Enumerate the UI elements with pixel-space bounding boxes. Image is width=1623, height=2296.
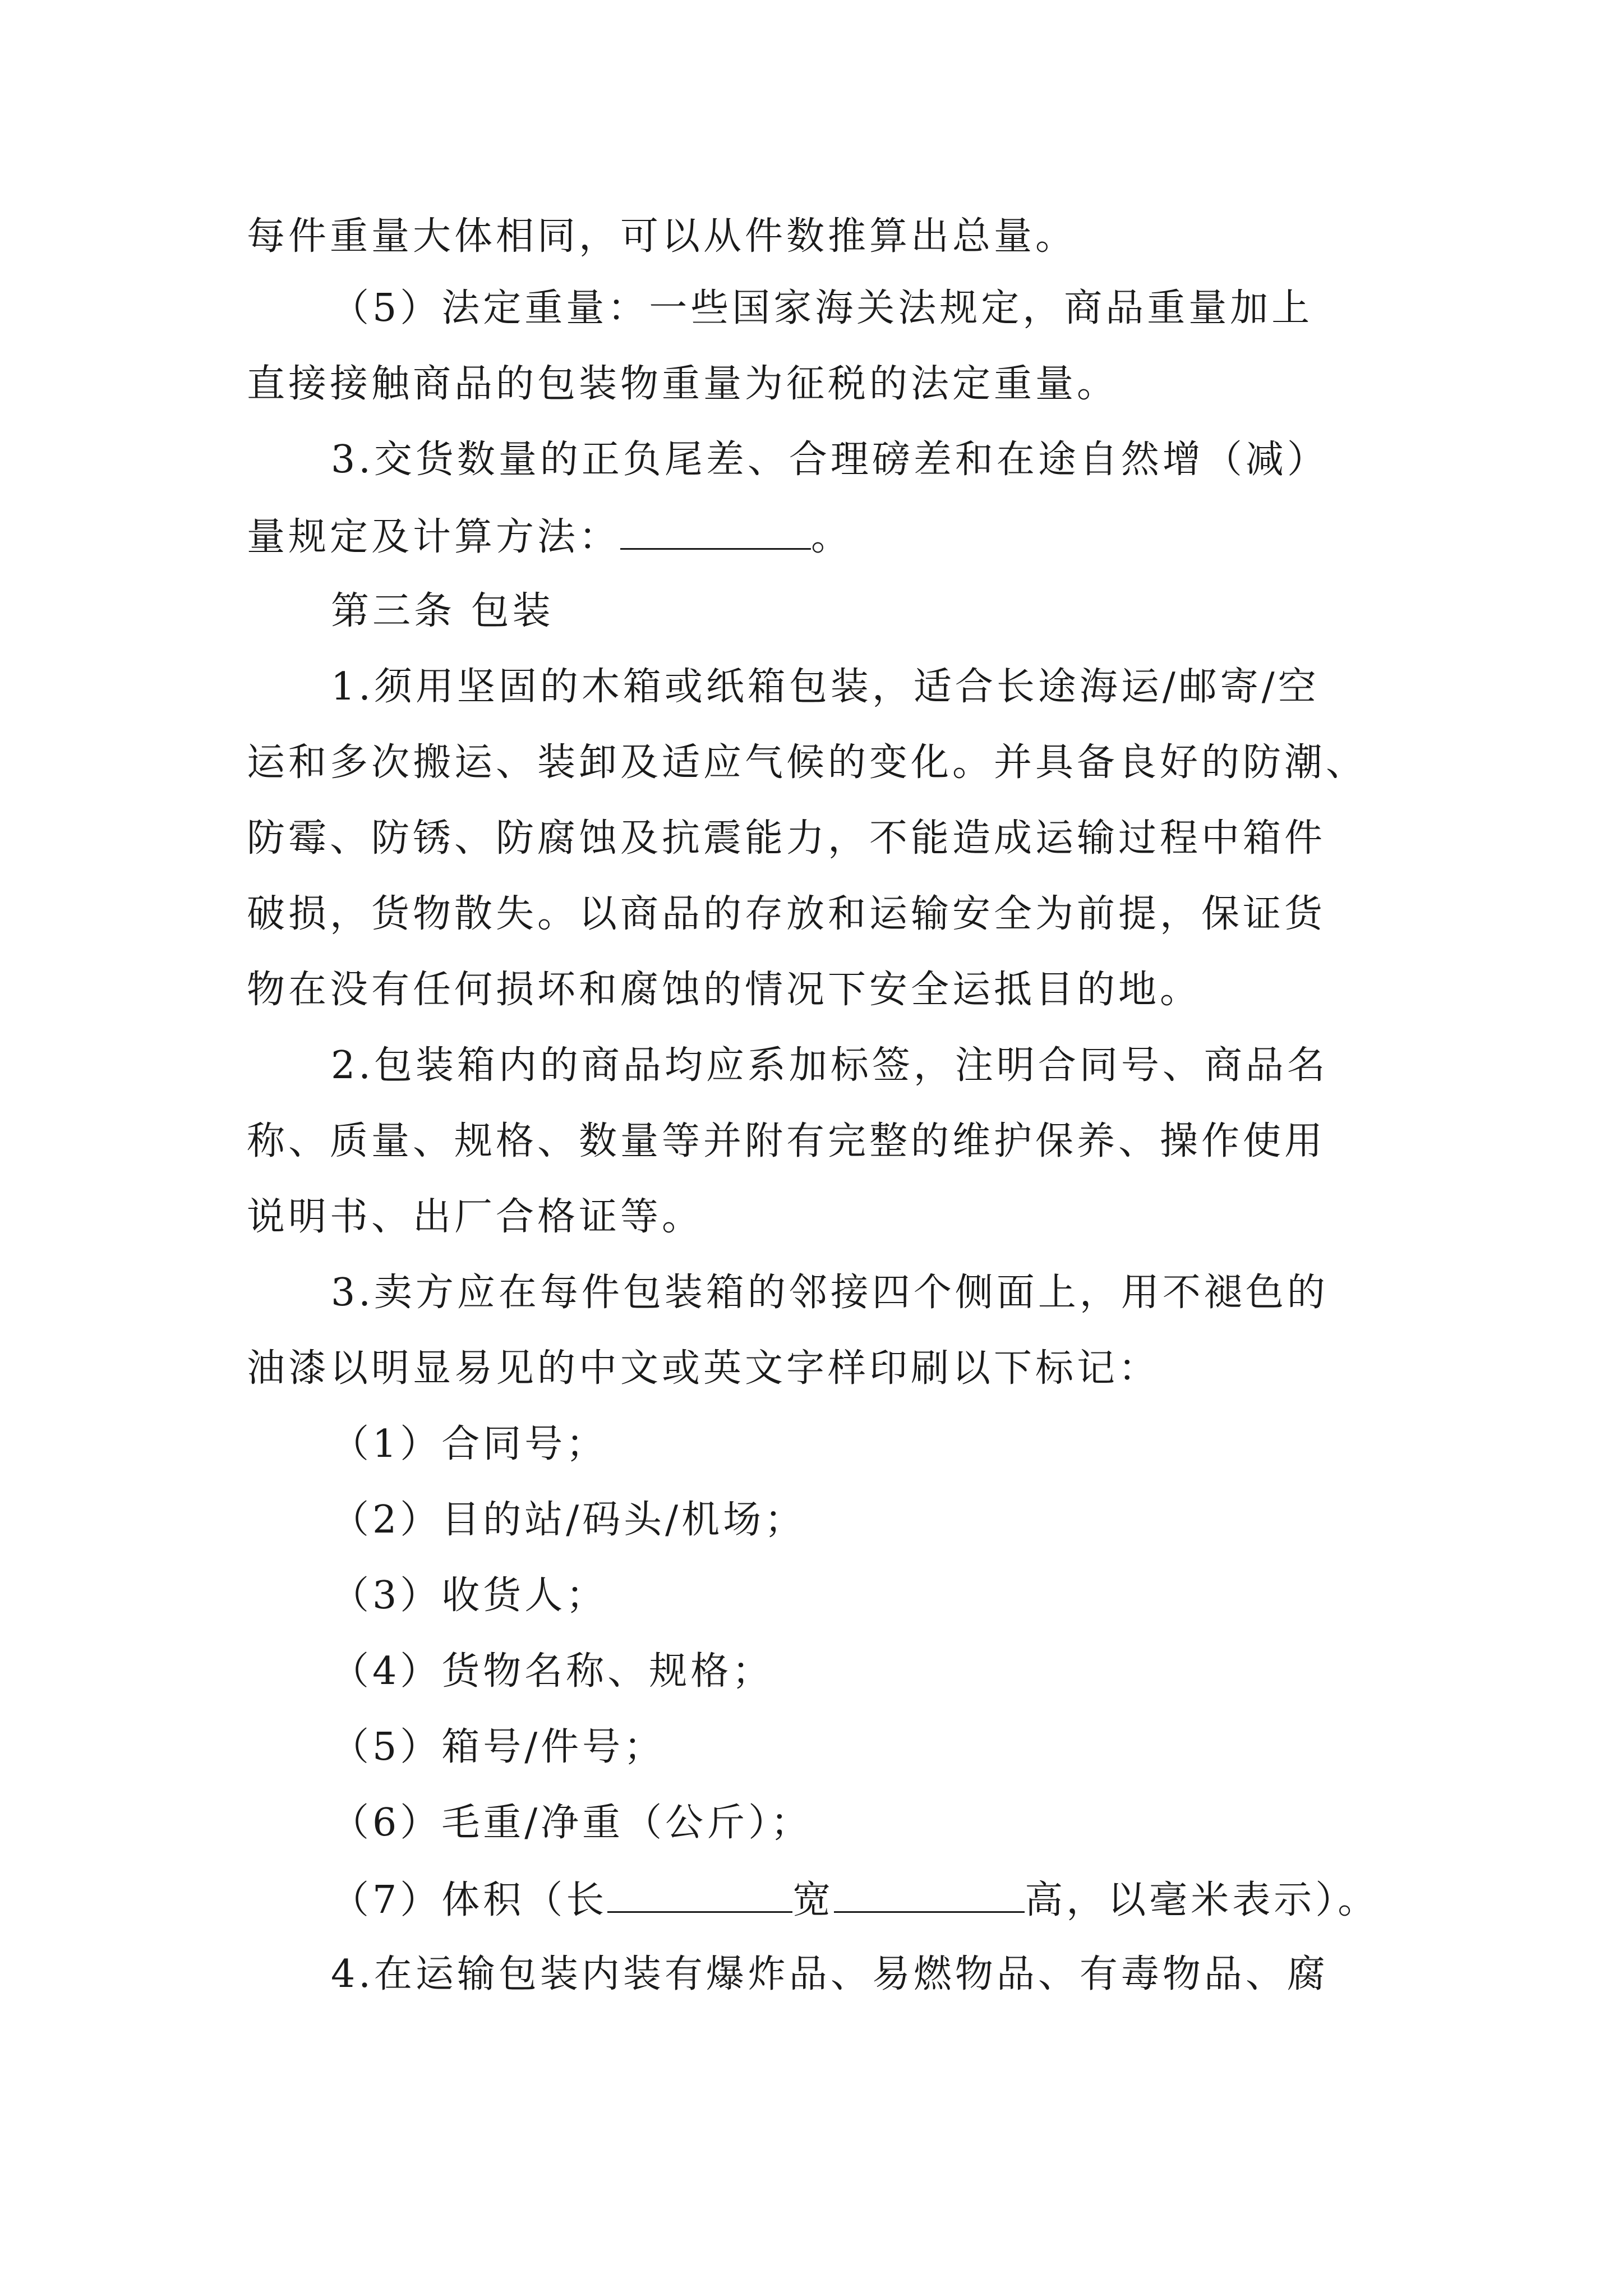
fill-in-blank: [620, 513, 811, 550]
list-item: [331, 1801, 812, 1846]
paragraph-line: [331, 286, 1313, 331]
text-span: （2）目的站/码头/机场；: [331, 1498, 806, 1542]
text-span: 第三条 包装: [331, 589, 554, 633]
text-span: 运和多次搬运、装卸及适应气候的变化。并具备良好的防潮、: [247, 740, 1368, 785]
text-span: 说明书、出厂合格证等。: [247, 1195, 704, 1239]
paragraph-line: [331, 438, 1329, 482]
text-span: 每件重量大体相同，可以从件数推算出总量。: [247, 214, 1077, 259]
paragraph-line: [331, 1271, 1329, 1315]
text-span: 宽: [792, 1878, 834, 1922]
text-span: 1.须用坚固的木箱或纸箱包装，适合长途海运/邮寄/空: [331, 665, 1320, 709]
paragraph-line: [247, 1346, 1160, 1391]
text-span: 高，以毫米表示）。: [1025, 1878, 1380, 1922]
text-span: 3.交货数量的正负尾差、合理磅差和在途自然增（减）: [331, 438, 1329, 482]
text-span: 量规定及计算方法：: [247, 515, 621, 559]
list-item: [331, 1498, 806, 1543]
list-item: [331, 1725, 665, 1770]
list-item: [331, 1649, 773, 1694]
text-span: （7）体积（长: [331, 1878, 608, 1922]
fill-in-blank: [834, 1876, 1025, 1913]
paragraph-line: [247, 892, 1326, 937]
text-span: （4）货物名称、规格；: [331, 1649, 774, 1694]
text-span: 油漆以明显易见的中文或英文字样印刷以下标记：: [247, 1346, 1160, 1391]
fill-in-blank: [607, 1876, 792, 1913]
paragraph-line: [247, 214, 1077, 259]
list-item: [331, 1876, 1379, 1923]
text-span: （3）收货人；: [331, 1573, 608, 1618]
text-span: 3.卖方应在每件包装箱的邻接四个侧面上，用不褪色的: [331, 1271, 1329, 1315]
text-span: （1）合同号；: [331, 1422, 608, 1466]
list-item: [331, 1422, 607, 1467]
text-span: （5）法定重量：一些国家海关法规定，商品重量加上: [331, 286, 1313, 330]
paragraph-line: [331, 1952, 1329, 1997]
section-heading: [331, 589, 554, 634]
paragraph-line: [247, 740, 1367, 785]
paragraph-line: [247, 816, 1326, 861]
text-span: 称、质量、规格、数量等并附有完整的维护保养、操作使用: [247, 1119, 1326, 1163]
paragraph-line: [247, 1195, 703, 1240]
paragraph-line: [331, 1043, 1329, 1088]
paragraph-line: [247, 513, 852, 560]
paragraph-line: [247, 1119, 1326, 1164]
text-span: （5）箱号/件号；: [331, 1725, 666, 1769]
text-span: 2.包装箱内的商品均应系加标签，注明合同号、商品名: [331, 1043, 1329, 1088]
text-span: （6）毛重/净重（公斤）；: [331, 1801, 813, 1845]
text-span: 破损，货物散失。以商品的存放和运输安全为前提，保证货: [247, 892, 1326, 936]
text-span: 直接接触商品的包装物重量为征税的法定重量。: [247, 362, 1119, 406]
paragraph-line: [247, 362, 1118, 407]
text-span: 防霉、防锈、防腐蚀及抗震能力，不能造成运输过程中箱件: [247, 816, 1326, 861]
text-span: 物在没有任何损坏和腐蚀的情况下安全运抵目的地。: [247, 968, 1202, 1012]
paragraph-line: [247, 968, 1201, 1013]
text-span: 。: [811, 515, 853, 559]
text-span: 4.在运输包装内装有爆炸品、易燃物品、有毒物品、腐: [331, 1952, 1329, 1996]
paragraph-line: [331, 665, 1320, 710]
list-item: [331, 1573, 607, 1618]
